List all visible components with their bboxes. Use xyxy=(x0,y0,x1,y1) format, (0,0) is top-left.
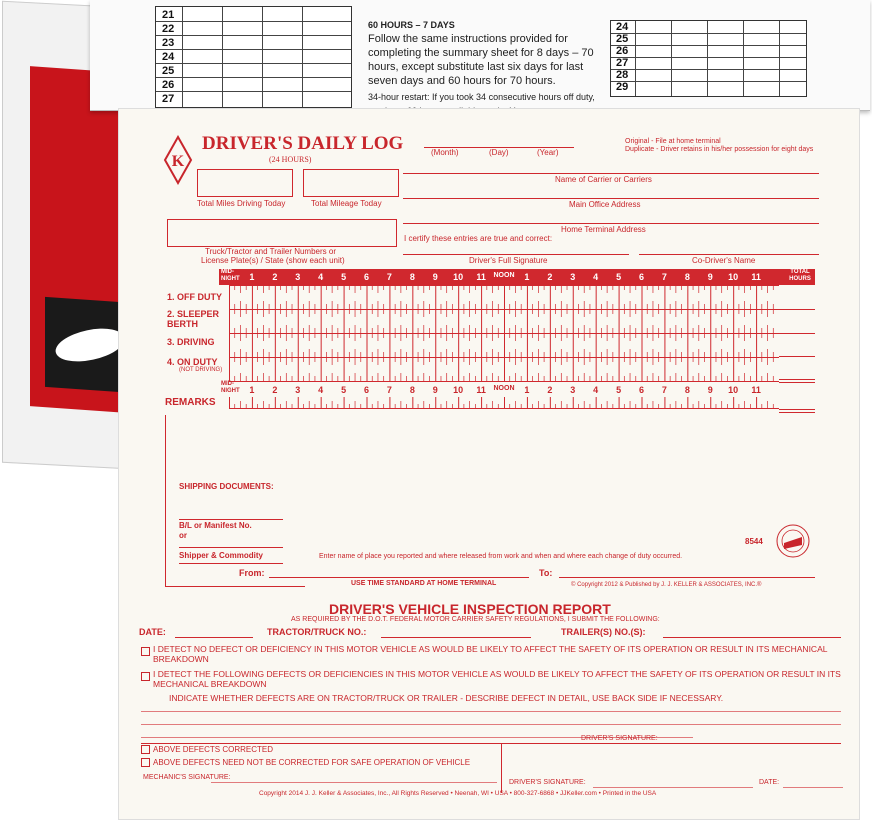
hour-label: 5 xyxy=(341,272,347,282)
indicate-text: INDICATE WHETHER DEFECTS ARE ON TRACTOR/TRUCK OR TRAILER - DESCRIBE DEFECT IN DETAIL, USE BACK SIDE IF NECESSARY. xyxy=(169,693,724,703)
total-miles-field[interactable] xyxy=(197,169,293,197)
row-number: 27 xyxy=(616,57,629,69)
svg-text:K: K xyxy=(171,153,185,170)
corrected-text: ABOVE DEFECTS CORRECTED xyxy=(153,745,274,754)
date-year-label: (Year) xyxy=(537,148,559,157)
summary-table-right xyxy=(610,20,807,97)
keller-logo-icon xyxy=(163,135,193,185)
inspection-date-label: DATE: xyxy=(139,627,166,637)
hour-label: 3 xyxy=(570,385,576,395)
row-number: 29 xyxy=(616,81,629,93)
summary-heading: 60 HOURS – 7 DAYS xyxy=(368,20,455,30)
row-number: 24 xyxy=(162,51,175,63)
hour-label: 11 xyxy=(476,385,486,395)
license-plates-label: License Plate(s) / State (show each unit) xyxy=(201,256,345,265)
hour-label: 7 xyxy=(661,385,667,395)
total-hours-label: TOTAL HOURS xyxy=(789,269,811,282)
hour-label: 9 xyxy=(707,272,713,282)
row-number: 25 xyxy=(162,65,175,77)
mechanic-signature-input[interactable] xyxy=(211,771,497,782)
hour-label: 10 xyxy=(728,272,739,282)
hour-label: 5 xyxy=(341,385,347,395)
co-driver-label: Co-Driver's Name xyxy=(692,256,756,265)
to-label: To: xyxy=(539,568,553,578)
hour-label: 2 xyxy=(272,385,278,395)
total-mileage-label: Total Mileage Today xyxy=(311,199,382,208)
hour-label: 5 xyxy=(616,272,622,282)
duty-row-off-duty: 1. OFF DUTY xyxy=(167,292,223,302)
hour-label: 5 xyxy=(616,385,622,395)
duty-row-driving: 3. DRIVING xyxy=(167,337,215,347)
hour-label: 8 xyxy=(409,272,415,282)
midnight-label-bottom: MID-NIGHT xyxy=(221,381,240,394)
row-number: 26 xyxy=(162,79,175,91)
inspection-footer: Copyright 2014 J. J. Keller & Associates, Inc., All Rights Reserved • Neenah, WI • USA • 800-327-6868 • JJKeller.com • Printed in the USA xyxy=(259,790,657,797)
not-corrected-text: ABOVE DEFECTS NEED NOT BE CORRECTED FOR SAFE OPERATION OF VEHICLE xyxy=(153,758,471,767)
home-terminal-input[interactable] xyxy=(403,213,819,223)
bl-label: B/L or Manifest No. xyxy=(179,521,252,530)
midnight-label-top: MID-NIGHT xyxy=(221,269,240,282)
corrected-checkbox[interactable] xyxy=(141,745,150,754)
hour-label: 8 xyxy=(684,385,690,395)
driver-signature-input[interactable] xyxy=(403,243,629,254)
no-defect-text: I DETECT NO DEFECT OR DEFICIENCY IN THIS MOTOR VEHICLE AS WOULD BE LIKELY TO AFFECT THE SAFETY OF ITS OPERATION OR RESULT IN ITS MECHANICAL BREAKDOWN xyxy=(153,644,828,664)
hour-label: 1 xyxy=(524,272,530,282)
hour-label: 7 xyxy=(386,385,392,395)
driver-signature-2-input[interactable] xyxy=(593,776,753,787)
row-number: 22 xyxy=(162,23,175,35)
certify-label: I certify these entries are true and correct: xyxy=(404,234,553,243)
date-2-input[interactable] xyxy=(783,776,843,787)
log-title: DRIVER'S DAILY LOG xyxy=(202,133,404,154)
hour-label: 8 xyxy=(409,385,415,395)
defects-text: I DETECT THE FOLLOWING DEFECTS OR DEFICIENCIES IN THIS MOTOR VEHICLE AS WOULD BE LIKELY TO AFFECT THE SAFETY OF ITS OPERATION OR RESULT IN ITS MECHANICAL BREAKDOWN xyxy=(153,669,841,689)
hour-label: 7 xyxy=(661,272,667,282)
hour-label: 4 xyxy=(593,385,599,395)
home-terminal-label: Home Terminal Address xyxy=(561,225,646,234)
remarks-scale xyxy=(229,397,779,409)
row-number: 24 xyxy=(616,21,629,33)
hour-label: 9 xyxy=(707,385,713,395)
truck-numbers-field[interactable] xyxy=(167,219,397,247)
row-number: 28 xyxy=(616,69,629,81)
hour-label: 6 xyxy=(363,272,369,282)
not-corrected-checkbox[interactable] xyxy=(141,758,150,767)
bl-input[interactable] xyxy=(179,507,283,519)
defects-description-input[interactable] xyxy=(141,704,841,724)
to-input[interactable] xyxy=(559,566,815,577)
shipper-label: Shipper & Commodity xyxy=(179,551,264,560)
hour-label: 9 xyxy=(432,272,438,282)
summary-table-left xyxy=(155,6,352,108)
from-input[interactable] xyxy=(269,566,529,577)
trailers-input[interactable] xyxy=(663,626,841,637)
log-copyright: © Copyright 2012 & Published by J. J. KELLER & ASSOCIATES, INC.® xyxy=(571,582,762,588)
hour-label: 1 xyxy=(249,385,255,395)
date-input[interactable] xyxy=(426,137,572,147)
driver-signature-inspection-label: DRIVER'S SIGNATURE: xyxy=(581,735,658,742)
row-number: 23 xyxy=(162,37,175,49)
hour-label: 8 xyxy=(684,272,690,282)
seal-icon xyxy=(775,523,811,559)
row-number: 26 xyxy=(616,45,629,57)
total-miles-label: Total Miles Driving Today xyxy=(197,199,286,208)
hour-label: 3 xyxy=(295,272,301,282)
row-number: 21 xyxy=(162,9,175,21)
tractor-label: TRACTOR/TRUCK NO.: xyxy=(267,627,367,637)
hour-label: 3 xyxy=(295,385,301,395)
from-label: From: xyxy=(239,568,265,578)
carrier-label: Name of Carrier or Carriers xyxy=(555,175,652,184)
noon-label: NOON xyxy=(493,272,515,279)
hour-label: 4 xyxy=(318,385,324,395)
noon-label: NOON xyxy=(493,385,515,392)
hour-label: 11 xyxy=(751,385,761,395)
date-2-label: DATE: xyxy=(759,779,780,786)
remarks-label: REMARKS xyxy=(165,397,216,408)
hour-label: 10 xyxy=(453,272,464,282)
hour-label: 7 xyxy=(386,272,392,282)
summary-instructions xyxy=(368,18,608,118)
date-day-label: (Day) xyxy=(489,148,509,157)
hour-label: 10 xyxy=(453,385,464,395)
hour-label: 11 xyxy=(476,272,486,282)
total-mileage-field[interactable] xyxy=(303,169,399,197)
copy-note-original: Original - File at home terminal xyxy=(625,138,721,145)
co-driver-input[interactable] xyxy=(639,243,819,254)
hour-label: 4 xyxy=(593,272,599,282)
hour-label: 6 xyxy=(638,272,644,282)
duty-row-on-duty-sub: (NOT DRIVING) xyxy=(179,367,223,373)
summary-restart: 34-hour restart: If you took 34 consecutive hours off duty, xyxy=(368,92,595,102)
summary-paragraph: Follow the same instructions provided for completing the summary sheet for 8 days – 70 hours, except substitute last six days for last seven days and 60 hours for 70 hours. xyxy=(368,33,594,87)
hour-label: 2 xyxy=(547,385,553,395)
row-number: 25 xyxy=(616,33,629,45)
row-number: 27 xyxy=(162,93,175,105)
inspection-title: DRIVER'S VEHICLE INSPECTION REPORT xyxy=(329,601,611,617)
inspection-required: AS REQUIRED BY THE D.O.T. FEDERAL MOTOR CARRIER SAFETY REGULATIONS, I SUBMIT THE FOLLOWING: xyxy=(291,616,660,623)
form-number: 8544 xyxy=(745,537,763,546)
shipping-label: SHIPPING DOCUMENTS: xyxy=(179,482,274,491)
duty-row-sleeper-berth: 2. SLEEPER BERTH xyxy=(167,309,220,329)
hour-label: 6 xyxy=(638,385,644,395)
hour-label: 10 xyxy=(728,385,739,395)
hour-label: 1 xyxy=(249,272,255,282)
log-subtitle: (24 HOURS) xyxy=(269,155,312,164)
inspection-date-input[interactable] xyxy=(175,626,253,637)
instructions-text: Enter name of place you reported and where released from work and when and where each change of duty occurred. xyxy=(319,553,683,560)
hour-label: 11 xyxy=(751,272,761,282)
or-label: or xyxy=(179,531,187,540)
use-time-label: USE TIME STANDARD AT HOME TERMINAL xyxy=(351,580,497,587)
mechanic-signature-label: MECHANIC'S SIGNATURE: xyxy=(143,774,231,781)
hour-label: 9 xyxy=(432,385,438,395)
log-page xyxy=(118,108,860,820)
truck-numbers-label: Truck/Tractor and Trailer Numbers or xyxy=(205,247,336,256)
copy-note-duplicate: Duplicate - Driver retains in his/her possession for eight days xyxy=(625,146,814,153)
remarks-input[interactable] xyxy=(169,415,819,475)
defects-checkbox[interactable] xyxy=(141,672,150,681)
trailers-label: TRAILER(S) NO.(S): xyxy=(561,627,646,637)
main-office-input[interactable] xyxy=(403,188,819,198)
driver-signature-2-label: DRIVER'S SIGNATURE: xyxy=(509,779,586,786)
hour-label: 2 xyxy=(547,272,553,282)
hour-label: 2 xyxy=(272,272,278,282)
main-office-label: Main Office Address xyxy=(569,200,641,209)
driver-signature-label: Driver's Full Signature xyxy=(469,256,548,265)
hour-label: 1 xyxy=(524,385,530,395)
carrier-input[interactable] xyxy=(403,163,819,173)
tractor-input[interactable] xyxy=(381,626,531,637)
hour-label: 6 xyxy=(363,385,369,395)
date-month-label: (Month) xyxy=(431,148,459,157)
hour-label: 3 xyxy=(570,272,576,282)
no-defect-checkbox[interactable] xyxy=(141,647,150,656)
hour-label: 4 xyxy=(318,272,324,282)
duty-row-on-duty: 4. ON DUTY xyxy=(167,357,218,367)
